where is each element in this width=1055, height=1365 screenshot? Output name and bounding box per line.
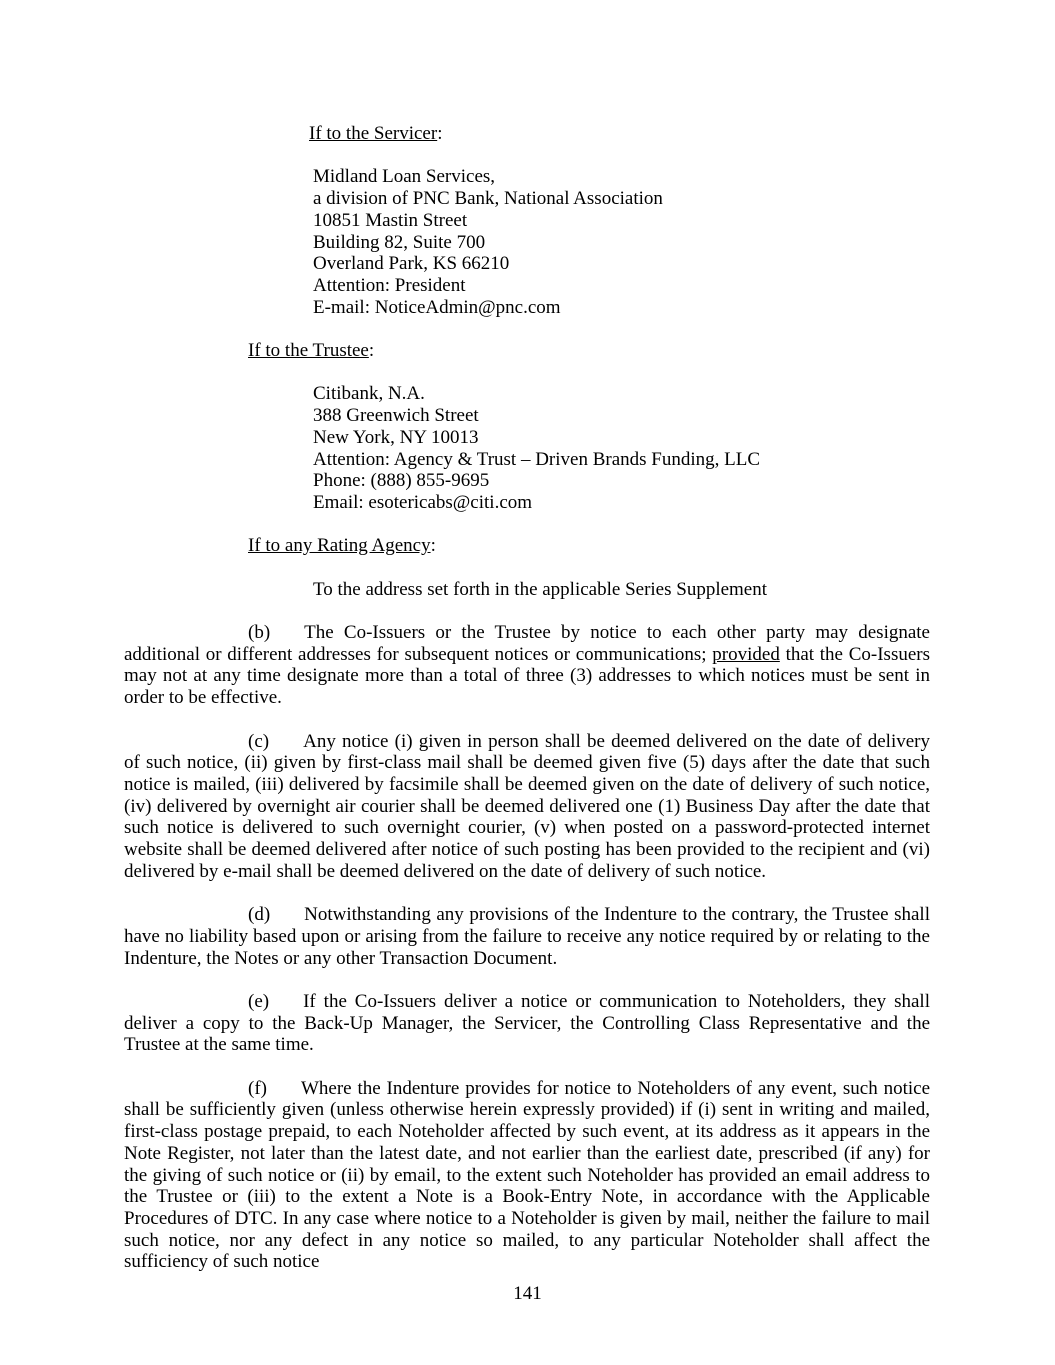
section-servicer [124,123,930,318]
trustee-heading-colon: : [368,340,375,361]
paragraph-f-text: Where the Indenture provides for notice to Noteholders of any event, such notice shall be sufficiently given (unless otherwise herein expressly provided) if (i) sent in writing and mailed, first-class postage prepaid, to each Noteholder affected by such event, at its address as it appears in the Note Register, not later than the latest date, and not earlier than the earliest date, prescribed (if any) for the giving of such notice or (ii) by email, to the extent such Noteholder has provided an email address to the Trustee or (iii) to the extent a Note is a Book-Entry Note, in accordance with the Applicable Procedures of DTC. In any case where notice to a Noteholder is given by mail, neither the failure to mail such notice, nor any defect in any notice so mailed, to any particular Noteholder shall affect the sufficiency of such notice [124,1077,930,1273]
servicer-heading-colon: : [437,123,443,144]
section-rating-agency [124,535,930,600]
rating-agency-heading [248,535,930,557]
address-line: Phone: (888) 855-9695 [313,470,490,492]
paragraph-b [124,622,930,709]
rating-agency-heading-colon: : [430,535,436,557]
paragraph-c [124,731,930,883]
address-line: E-mail: NoticeAdmin@pnc.com [313,296,561,318]
address-line: New York, NY 10013 [313,426,479,448]
paragraph-b-underlined-term: provided [712,643,780,665]
trustee-heading-text: If to the Trustee [248,340,369,361]
paragraph-c-text: Any notice (i) given in person shall be deemed delivered on the date of delivery of such notice, (ii) given by first-class mail shall be deemed given five (5) days after the date that such notice is mailed, (iii) delivered by facsimile shall be deemed given on the date of delivery of such notice, (iv) delivered by overnight air courier shall be deemed delivered one (1) Business Day after the date that such notice is delivered to such overnight courier, (v) when posted on a password-protected internet website shall be deemed delivered after notice of such posting has been provided to the recipient and (vi) delivered by e-mail shall be deemed delivered on the date of delivery of such notice. [124,730,930,882]
trustee-address [313,383,930,513]
paragraph-label: (f) [248,1077,267,1099]
paragraph-e [124,991,930,1056]
paragraph-b-text-after: that the Co-Issuers may not at any time designate more than a total of three (3) addresses to which notices must be sent in order to be effective. [124,643,930,709]
paragraph-b-text-before: The Co-Issuers or the Trustee by notice to each other party may designate additional or different addresses for subsequent notices or communications; [124,622,930,665]
address-line: Building 82, Suite 700 [313,231,486,253]
address-line: Email: esotericabs@citi.com [313,491,533,513]
address-line: a division of PNC Bank, National Association [313,188,663,210]
address-line: 10851 Mastin Street [313,209,468,231]
paragraph-label: (d) [248,904,271,926]
servicer-address [313,166,930,318]
paragraph-label: (b) [248,622,271,644]
paragraph-d [124,904,930,969]
address-line: Attention: Agency & Trust – Driven Brands Funding, LLC [313,448,761,470]
address-line: To the address set forth in the applicable Series Supplement [313,578,768,600]
address-line: Attention: President [313,274,466,296]
paragraph-label: (c) [248,730,270,752]
paragraph-f [124,1078,930,1273]
address-line: Overland Park, KS 66210 [313,253,510,275]
paragraph-label: (e) [248,990,270,1012]
rating-agency-address [313,579,930,601]
address-line: Midland Loan Services, [313,166,496,188]
paragraph-d-text: Notwithstanding any provisions of the Indenture to the contrary, the Trustee shall have no liability based upon or arising from the failure to receive any notice required by or relating to the Indenture, the Notes or any other Transaction Document. [124,904,930,969]
rating-agency-heading-text: If to any Rating Agency [248,535,431,557]
servicer-heading-text: If to the Servicer [309,123,438,144]
servicer-heading [309,123,930,145]
address-line: 388 Greenwich Street [313,405,479,427]
address-line: Citibank, N.A. [313,383,425,405]
paragraph-e-text: If the Co-Issuers deliver a notice or communication to Noteholders, they shall deliver a copy to the Back-Up Manager, the Servicer, the Controlling Class Representative and the Trustee at the same time. [124,990,930,1056]
trustee-heading [248,340,930,362]
page-number: 141 [513,1283,542,1304]
section-trustee [124,340,930,514]
